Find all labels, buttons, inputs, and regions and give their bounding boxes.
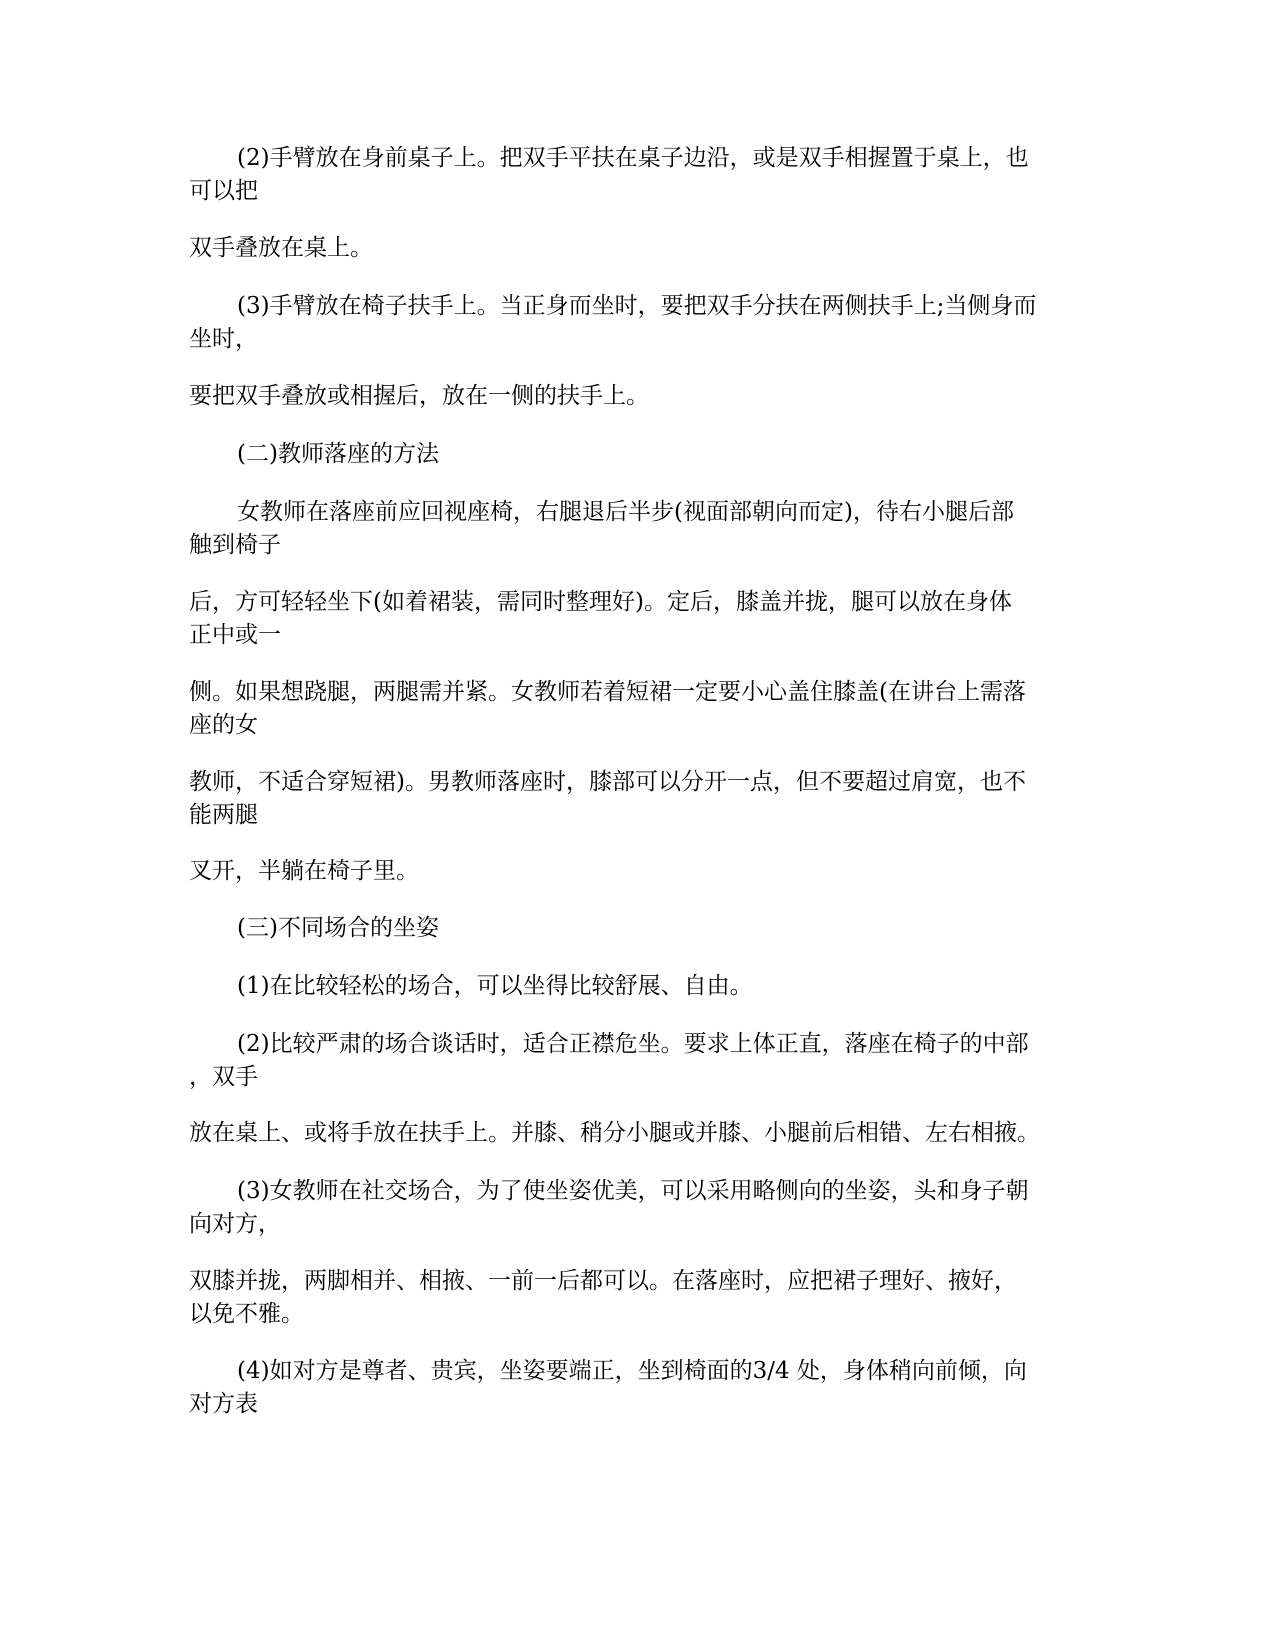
section-heading: (二)教师落座的方法: [237, 441, 439, 467]
paragraph-line: 侧。如果想跷腿，两腿需并紧。女教师若着短裙一定要小心盖住膝盖(在讲台上需落: [189, 679, 1026, 705]
paragraph-line: 向对方，: [189, 1211, 281, 1237]
paragraph-line: 以免不雅。: [189, 1301, 304, 1327]
paragraph-line: 女教师在落座前应回视座椅，右腿退后半步(视面部朝向而定)，待右小腿后部: [237, 499, 1014, 525]
paragraph-line: 座的女: [189, 712, 258, 738]
paragraph-line: 教师，不适合穿短裙)。男教师落座时，膝部可以分开一点，但不要超过肩宽，也不: [189, 769, 1026, 795]
paragraph-line: (3)手臂放在椅子扶手上。当正身而坐时，要把双手分扶在两侧扶手上;当侧身而: [237, 293, 1037, 319]
paragraph-line: 能两腿: [189, 802, 258, 828]
paragraph-line: (3)女教师在社交场合，为了使坐姿优美，可以采用略侧向的坐姿，头和身子朝: [237, 1178, 1029, 1204]
paragraph-line: 叉开，半躺在椅子里。: [189, 858, 419, 884]
paragraph-line: (4)如对方是尊者、贵宾，坐姿要端正，坐到椅面的3/4 处，身体稍向前倾，向: [237, 1358, 1027, 1384]
paragraph-line: 坐时，: [189, 326, 258, 352]
paragraph-line: (2)比较严肃的场合谈话时，适合正襟危坐。要求上体正直，落座在椅子的中部: [237, 1031, 1029, 1057]
paragraph-line: 对方表: [189, 1391, 258, 1417]
section-heading: (三)不同场合的坐姿: [237, 915, 439, 941]
paragraph-line: 放在桌上、或将手放在扶手上。并膝、稍分小腿或并膝、小腿前后相错、左右相掖。: [189, 1120, 1040, 1146]
paragraph-line: ，双手: [189, 1064, 258, 1090]
paragraph-line: 正中或一: [189, 622, 281, 648]
paragraph-line: 后，方可轻轻坐下(如着裙装，需同时整理好)。定后，膝盖并拢，腿可以放在身体: [189, 589, 1012, 615]
paragraph-line: 可以把: [189, 178, 258, 204]
paragraph-line: (1)在比较轻松的场合，可以坐得比较舒展、自由。: [237, 973, 753, 999]
paragraph-line: 要把双手叠放或相握后，放在一侧的扶手上。: [189, 383, 649, 409]
paragraph-line: (2)手臂放在身前桌子上。把双手平扶在桌子边沿，或是双手相握置于桌上，也: [237, 145, 1029, 171]
paragraph-line: 触到椅子: [189, 532, 281, 558]
paragraph-line: 双手叠放在桌上。: [189, 235, 373, 261]
paragraph-line: 双膝并拢，两脚相并、相掖、一前一后都可以。在落座时，应把裙子理好、掖好，: [189, 1268, 1017, 1294]
